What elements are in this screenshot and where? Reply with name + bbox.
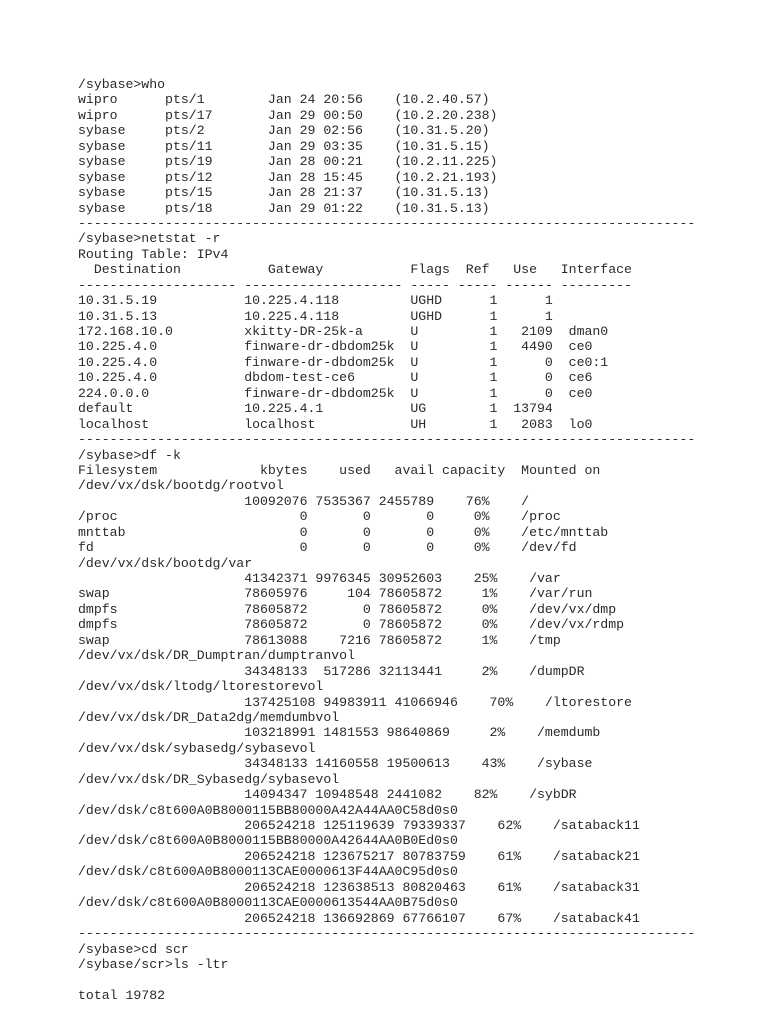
output-line: Filesystem kbytes used avail capacity Mounted on — [78, 462, 601, 478]
output-line — [78, 972, 695, 987]
output-line: wipro pts/17 Jan 29 00:50 (10.2.20.238) — [78, 107, 498, 123]
output-line: /sybase/scr>ls -ltr — [78, 956, 229, 972]
output-line: fd 0 0 0 0% /dev/fd — [78, 540, 577, 556]
terminal-output — [78, 77, 695, 1003]
separator-line: ------------------------------------------------------------------------------ — [78, 215, 696, 231]
output-line: 172.168.10.0 xkitty-DR-25k-a U 1 2109 dman0 — [78, 324, 609, 339]
output-line: /dev/vx/dsk/bootdg/rootvol — [78, 478, 284, 494]
output-line: sybase pts/18 Jan 29 01:22 (10.31.5.13) — [78, 200, 490, 216]
output-line: 137425108 94983911 41066946 70% /ltorestore — [78, 694, 632, 710]
separator-line: -------------------- -------------------- ----- ----- ------ --------- — [78, 277, 632, 293]
output-line: /proc 0 0 0 0% /proc — [78, 509, 561, 525]
output-line: /dev/dsk/c8t600A0B8000113CAE0000613544AA0B75d0s0 — [78, 895, 458, 911]
output-line: total 19782 — [78, 987, 166, 1003]
output-line: swap 78605976 104 78605872 1% /var/run — [78, 586, 593, 602]
output-line: /dev/vx/dsk/DR_Data2dg/memdumbvol — [78, 709, 340, 725]
output-line: 10.225.4.0 dbdom-test-ce6 U 1 0 ce6 — [78, 370, 593, 386]
output-line: 206524218 123675217 80783759 61% /sataback21 — [78, 848, 640, 864]
output-line: /dev/vx/dsk/DR_Dumptran/dumptranvol — [78, 648, 355, 664]
output-line: 10.31.5.19 10.225.4.118 UGHD 1 1 — [78, 293, 553, 309]
output-line: localhost localhost UH 1 2083 lo0 — [78, 416, 593, 432]
separator-line: ------------------------------------------------------------------------------ — [78, 432, 696, 448]
output-line: 41342371 9976345 30952603 25% /var — [78, 571, 561, 586]
output-line: sybase pts/2 Jan 29 02:56 (10.31.5.20) — [78, 123, 490, 139]
output-line: dmpfs 78605872 0 78605872 0% /dev/vx/rdmp — [78, 617, 625, 633]
output-line: Routing Table: IPv4 — [78, 246, 229, 262]
output-line: sybase pts/19 Jan 28 00:21 (10.2.11.225) — [78, 154, 498, 170]
output-line: 10.31.5.13 10.225.4.118 UGHD 1 1 — [78, 308, 553, 324]
output-line: mnttab 0 0 0 0% /etc/mnttab — [78, 524, 609, 540]
output-line: Destination Gateway Flags Ref Use Interface — [78, 262, 632, 278]
output-line: 206524218 125119639 79339337 62% /sataback11 — [78, 818, 640, 833]
output-line: 34348133 517286 32113441 2% /dumpDR — [78, 663, 585, 679]
output-line: /dev/dsk/c8t600A0B8000115BB80000A42A44AA0C58d0s0 — [78, 802, 458, 818]
output-line: dmpfs 78605872 0 78605872 0% /dev/vx/dmp — [78, 601, 617, 617]
output-line: sybase pts/11 Jan 29 03:35 (10.31.5.15) — [78, 138, 490, 154]
output-line: 206524218 123638513 80820463 61% /sataback31 — [78, 879, 640, 895]
output-line: 10.225.4.0 finware-dr-dbdom25k U 1 0 ce0:1 — [78, 354, 609, 370]
output-line: /dev/vx/dsk/ltodg/ltorestorevol — [78, 679, 324, 695]
output-line: /sybase>cd scr — [78, 941, 189, 957]
output-line: 10092076 7535367 2455789 76% / — [78, 493, 530, 509]
output-line: /dev/dsk/c8t600A0B8000115BB80000A42644AA0B0Ed0s0 — [78, 833, 458, 849]
output-line: 10.225.4.0 finware-dr-dbdom25k U 1 4490 ce0 — [78, 339, 593, 355]
output-line: /sybase>who — [78, 77, 166, 92]
output-line: /dev/vx/dsk/bootdg/var — [78, 555, 253, 571]
output-line: 34348133 14160558 19500613 43% /sybase — [78, 756, 593, 772]
separator-line: ------------------------------------------------------------------------------ — [78, 926, 696, 942]
output-line: sybase pts/15 Jan 28 21:37 (10.31.5.13) — [78, 185, 490, 201]
output-line: 206524218 136692869 67766107 67% /sataback41 — [78, 910, 640, 926]
output-line: 14094347 10948548 2441082 82% /sybDR — [78, 787, 577, 803]
output-line: /dev/vx/dsk/DR_Sybasedg/sybasevol — [78, 771, 340, 787]
output-line: /sybase>netstat -r — [78, 231, 221, 247]
output-line: default 10.225.4.1 UG 1 13794 — [78, 401, 553, 417]
output-line: 224.0.0.0 finware-dr-dbdom25k U 1 0 ce0 — [78, 385, 593, 401]
output-line: swap 78613088 7216 78605872 1% /tmp — [78, 632, 561, 648]
output-line: wipro pts/1 Jan 24 20:56 (10.2.40.57) — [78, 92, 490, 108]
output-line: /sybase>df -k — [78, 447, 181, 463]
output-line: sybase pts/12 Jan 28 15:45 (10.2.21.193) — [78, 169, 498, 185]
output-line: /dev/vx/dsk/sybasedg/sybasevol — [78, 740, 316, 756]
output-line: 103218991 1481553 98640869 2% /memdumb — [78, 725, 601, 741]
output-line: /dev/dsk/c8t600A0B8000113CAE0000613F44AA0C95d0s0 — [78, 864, 458, 880]
